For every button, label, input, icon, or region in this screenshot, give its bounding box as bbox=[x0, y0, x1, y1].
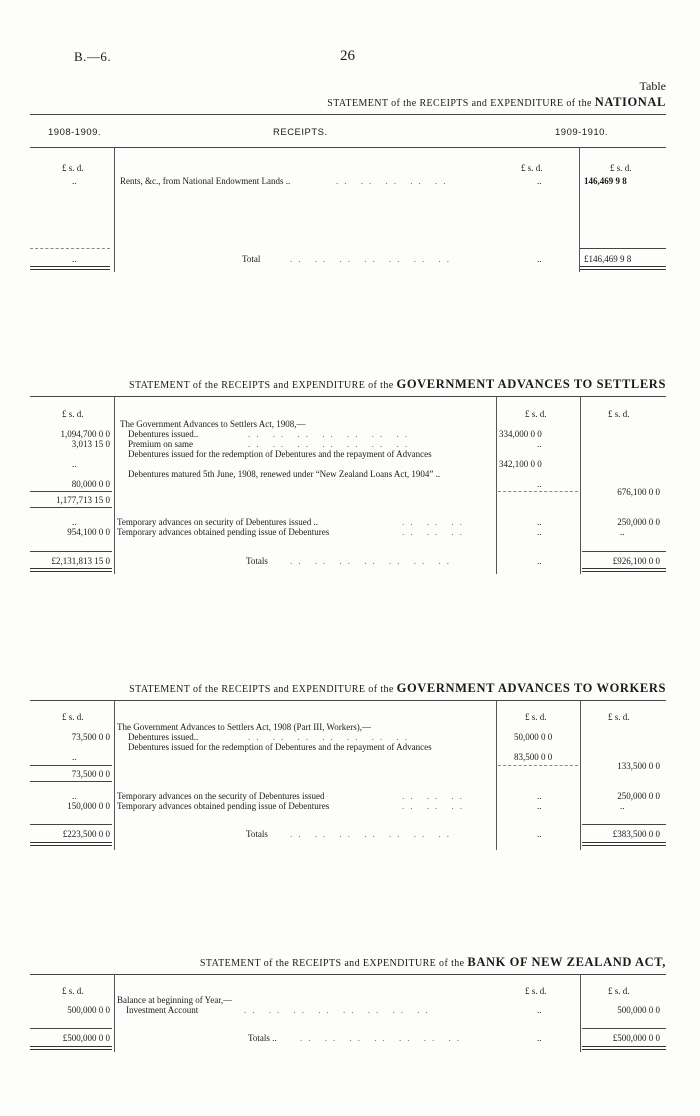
workers-row-label: Debentures issued.. bbox=[128, 732, 199, 742]
settlers-row-left: 1,094,700 0 0 bbox=[60, 429, 110, 439]
workers-total-rule-right bbox=[582, 824, 666, 825]
bank-row-label: Investment Account bbox=[126, 1005, 199, 1015]
workers-currency-mid: £ s. d. bbox=[525, 712, 547, 722]
workers-divider-left bbox=[114, 700, 115, 850]
settlers-total-left: £2,131,813 15 0 bbox=[51, 556, 110, 566]
workers-temp-right: 250,000 0 0 bbox=[617, 791, 660, 801]
workers-currency-right: £ s. d. bbox=[608, 712, 630, 722]
settlers-temp-left: .. bbox=[72, 517, 77, 527]
workers-subtotal-left: 73,500 0 0 bbox=[71, 769, 110, 779]
settlers-act-heading: The Government Advances to Settlers Act, 1908,— bbox=[120, 419, 306, 429]
dot-leader: .. .. .. .. .. .. .. bbox=[290, 254, 455, 264]
settlers-currency-right: £ s. d. bbox=[608, 409, 630, 419]
settlers-total-mid: .. bbox=[537, 556, 542, 566]
settlers-currency-mid: £ s. d. bbox=[525, 409, 547, 419]
bank-currency-left: £ s. d. bbox=[62, 986, 84, 996]
bank-row-left: 500,000 0 0 bbox=[67, 1005, 110, 1015]
bank-title-lead: STATEMENT of the RECEIPTS and EXPENDITURE of the bbox=[199, 958, 465, 969]
national-col-1909: 1909-1910. bbox=[555, 127, 609, 138]
bank-row-right: 500,000 0 0 bbox=[617, 1005, 660, 1015]
workers-title-lead: STATEMENT of the RECEIPTS and EXPENDITURE of the bbox=[129, 684, 394, 695]
national-row-mid: .. bbox=[537, 176, 542, 186]
bank-total-rule-right bbox=[582, 1028, 666, 1029]
workers-subtotal-underline bbox=[30, 781, 112, 782]
workers-temp-label: Temporary advances obtained pending issue of Debentures bbox=[117, 801, 330, 811]
workers-row-left: 73,500 0 0 bbox=[71, 732, 110, 742]
settlers-row-mid: .. bbox=[537, 439, 542, 449]
workers-total-label: Totals bbox=[246, 829, 268, 839]
national-right-rule bbox=[580, 248, 666, 249]
bank-divider-left bbox=[114, 974, 115, 1052]
national-total-amount: £146,469 9 8 bbox=[584, 254, 632, 264]
workers-currency-left: £ s. d. bbox=[62, 712, 84, 722]
table-label: Table bbox=[639, 79, 666, 93]
settlers-temp-right: 250,000 0 0 bbox=[617, 517, 660, 527]
document-reference: B.—6. bbox=[74, 49, 112, 64]
national-row-label: Rents, &c., from National Endowment Lands .. bbox=[120, 176, 291, 186]
settlers-temp-mid: .. bbox=[537, 517, 542, 527]
national-currency-left: £ s. d. bbox=[62, 163, 84, 173]
bank-total-label: Totals .. bbox=[248, 1033, 277, 1043]
national-currency-right: £ s. d. bbox=[610, 163, 632, 173]
settlers-temp-right: .. bbox=[620, 527, 625, 537]
settlers-row-label: Debentures issued.. bbox=[128, 429, 199, 439]
dot-leader: .. .. .. bbox=[402, 527, 468, 537]
national-left-rule bbox=[30, 248, 110, 249]
settlers-top-rule bbox=[30, 396, 666, 397]
dot-leader: .. .. .. bbox=[402, 801, 468, 811]
workers-total-double-right bbox=[582, 842, 666, 846]
dot-leader: .. .. .. bbox=[402, 791, 468, 801]
settlers-total-right: £926,100 0 0 bbox=[612, 556, 660, 566]
dot-leader: .. .. .. .. .. .. .. bbox=[248, 732, 413, 742]
national-divider-right bbox=[579, 147, 580, 272]
settlers-divider-mid bbox=[496, 396, 497, 574]
bank-heading: Balance at beginning of Year,— bbox=[117, 995, 233, 1005]
settlers-row-left: 3,013 15 0 bbox=[71, 439, 110, 449]
settlers-total-rule-left bbox=[30, 551, 112, 552]
workers-total-left: £223,500 0 0 bbox=[62, 829, 110, 839]
workers-divider-right bbox=[580, 700, 581, 850]
workers-row-label: Debentures issued for the redemption of Debentures and the repayment of Advances bbox=[128, 742, 432, 752]
settlers-title bbox=[129, 377, 666, 392]
workers-row-mid: 83,500 0 0 bbox=[514, 752, 553, 762]
workers-subtotal-right: 133,500 0 0 bbox=[617, 761, 660, 771]
workers-temp-left: .. bbox=[72, 791, 77, 801]
national-row-left: .. bbox=[72, 176, 77, 186]
settlers-total-double-left bbox=[30, 568, 112, 572]
workers-top-rule bbox=[30, 700, 666, 701]
bank-divider-right bbox=[580, 974, 581, 1052]
national-right-double-rule bbox=[580, 266, 666, 270]
dot-leader: .. .. .. bbox=[402, 517, 468, 527]
settlers-temp-mid: .. bbox=[537, 527, 542, 537]
settlers-subtotal-rule bbox=[30, 491, 112, 492]
settlers-total-label: Totals bbox=[246, 556, 268, 566]
workers-temp-mid: .. bbox=[537, 801, 542, 811]
workers-temp-right: .. bbox=[620, 801, 625, 811]
settlers-currency-left: £ s. d. bbox=[62, 409, 84, 419]
national-total-mid: .. bbox=[537, 254, 542, 264]
national-currency-mid: £ s. d. bbox=[521, 163, 543, 173]
settlers-temp-left: 954,100 0 0 bbox=[67, 527, 110, 537]
bank-currency-mid: £ s. d. bbox=[525, 986, 547, 996]
dot-leader: .. .. .. .. .. .. .. bbox=[248, 439, 413, 449]
settlers-title-lead: STATEMENT of the RECEIPTS and EXPENDITURE of the bbox=[129, 380, 394, 391]
dot-leader: .. .. .. .. .. .. .. bbox=[290, 556, 455, 566]
settlers-temp-label: Temporary advances obtained pending issue of Debentures bbox=[117, 527, 330, 537]
settlers-total-rule-right bbox=[582, 551, 666, 552]
workers-temp-mid: .. bbox=[537, 791, 542, 801]
national-title-lead: STATEMENT of the RECEIPTS and EXPENDITURE of the bbox=[327, 98, 592, 109]
bank-total-mid: .. bbox=[537, 1033, 542, 1043]
settlers-divider-left bbox=[114, 396, 115, 574]
workers-subtotal-rule bbox=[30, 765, 112, 766]
dot-leader: .. .. .. .. .. .. .. bbox=[290, 829, 455, 839]
settlers-row-mid: 334,000 0 0 bbox=[499, 429, 542, 439]
dot-leader: .. .. .. .. .. .. .. .. bbox=[244, 1005, 434, 1015]
workers-divider-mid bbox=[496, 700, 497, 850]
national-row-amount: 146,469 9 8 bbox=[584, 176, 627, 186]
workers-total-mid: .. bbox=[537, 829, 542, 839]
workers-total-right: £383,500 0 0 bbox=[612, 829, 660, 839]
workers-mid-rule bbox=[498, 765, 578, 766]
bank-title-name: BANK OF NEW ZEALAND ACT, bbox=[467, 955, 666, 969]
national-col-1908: 1908-1909. bbox=[48, 127, 102, 138]
settlers-subtotal-underline bbox=[30, 507, 112, 508]
settlers-mid-rule bbox=[498, 491, 578, 492]
workers-temp-left: 150,000 0 0 bbox=[67, 801, 110, 811]
national-col-receipts: RECEIPTS. bbox=[273, 127, 328, 138]
settlers-temp-label: Temporary advances on security of Debentures issued .. bbox=[117, 517, 319, 527]
settlers-divider-right bbox=[580, 396, 581, 574]
settlers-row-label: Premium on same bbox=[128, 439, 193, 449]
settlers-row-label: Debentures matured 5th June, 1908, renewed under “New Zealand Loans Act, 1904” .. bbox=[128, 469, 441, 479]
settlers-subtotal-left: 1,177,713 15 0 bbox=[56, 495, 110, 505]
settlers-row-left: .. bbox=[72, 459, 77, 469]
national-top-rule bbox=[30, 114, 666, 115]
workers-act-heading: The Government Advances to Settlers Act, 1908 (Part III, Workers),— bbox=[117, 722, 372, 732]
settlers-row-label: Debentures issued for the redemption of Debentures and the repayment of Advances bbox=[128, 449, 432, 459]
workers-title bbox=[129, 681, 666, 696]
settlers-total-double-right bbox=[582, 568, 666, 572]
bank-top-rule bbox=[30, 974, 666, 975]
bank-currency-right: £ s. d. bbox=[608, 986, 630, 996]
workers-total-rule-left bbox=[30, 824, 112, 825]
bank-total-double-right bbox=[582, 1046, 666, 1050]
bank-title bbox=[200, 955, 666, 970]
national-total-label: Total bbox=[242, 254, 261, 264]
bank-total-double-left bbox=[30, 1046, 112, 1050]
workers-row-left: .. bbox=[72, 752, 77, 762]
national-left-double-rule bbox=[30, 266, 110, 270]
workers-row-mid: 50,000 0 0 bbox=[514, 732, 553, 742]
settlers-title-name: GOVERNMENT ADVANCES TO SETTLERS bbox=[396, 377, 666, 391]
national-title-name: NATIONAL bbox=[594, 95, 666, 109]
national-divider-left bbox=[114, 147, 115, 272]
settlers-row-mid: 342,100 0 0 bbox=[499, 459, 542, 469]
page-number: 26 bbox=[340, 48, 355, 64]
settlers-row-mid: .. bbox=[537, 479, 542, 489]
settlers-subtotal-right: 676,100 0 0 bbox=[617, 487, 660, 497]
workers-temp-label: Temporary advances on the security of Debentures issued bbox=[117, 791, 325, 801]
national-total-left: .. bbox=[72, 254, 77, 264]
national-header-rule bbox=[30, 147, 666, 148]
dot-leader: .. .. .. .. .. .. .. bbox=[300, 1033, 465, 1043]
bank-total-right: £500,000 0 0 bbox=[612, 1033, 660, 1043]
settlers-row-left: 80,000 0 0 bbox=[71, 479, 110, 489]
dot-leader: .. .. .. .. .. .. .. bbox=[248, 429, 413, 439]
bank-total-left: £500,000 0 0 bbox=[62, 1033, 110, 1043]
workers-total-double-left bbox=[30, 842, 112, 846]
national-title bbox=[327, 95, 666, 110]
workers-title-name: GOVERNMENT ADVANCES TO WORKERS bbox=[396, 681, 666, 695]
bank-total-rule-left bbox=[30, 1028, 112, 1029]
dot-leader: .. .. .. .. .. bbox=[336, 176, 452, 186]
bank-row-mid: .. bbox=[537, 1005, 542, 1015]
